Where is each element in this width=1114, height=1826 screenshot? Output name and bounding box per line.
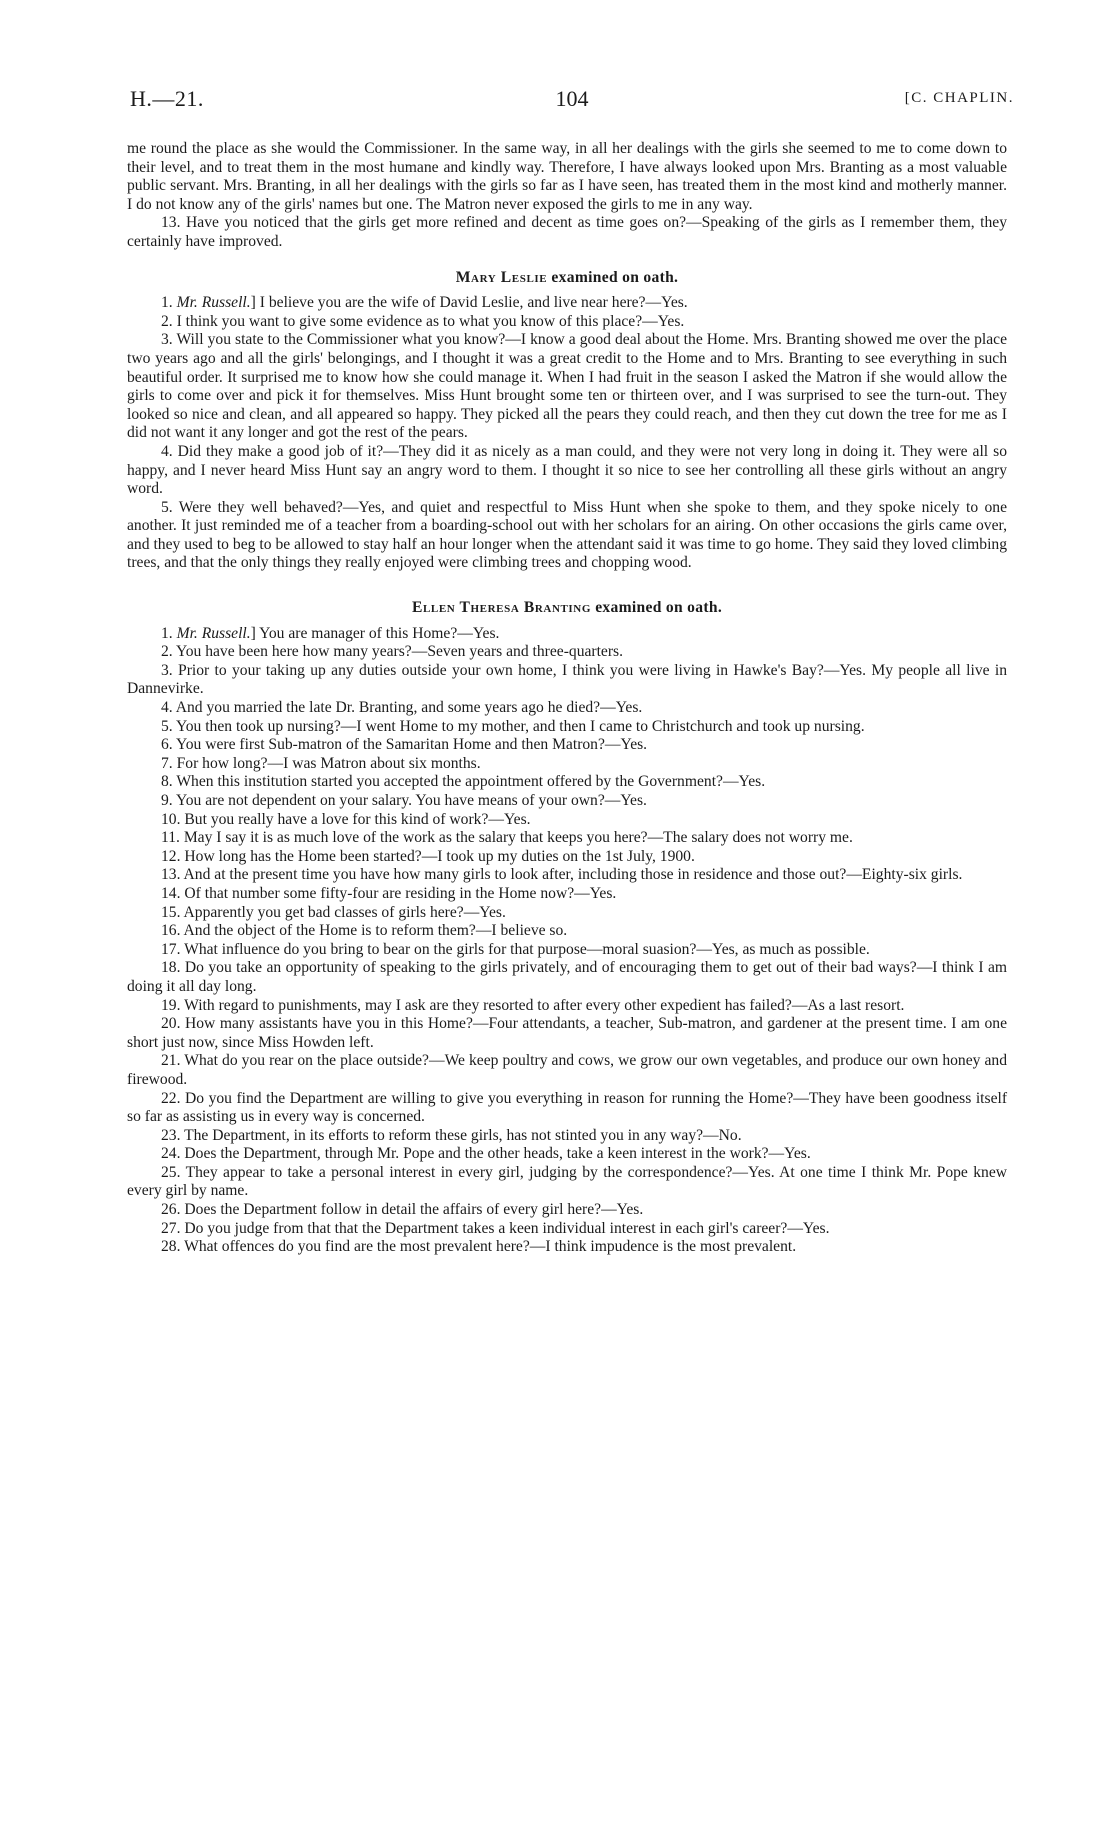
question-number: 19. xyxy=(161,996,185,1014)
question-number: 9. xyxy=(161,792,177,809)
question-number: 20. xyxy=(161,1015,185,1033)
continued-paragraph: me round the place as she would the Commissioner. In the same way, in all her dealings with the girls she seemed to me to come down to their level, and to treat them in the most humane and kindly way. Therefore, I have always looked upon Mrs. Branting as a most valuable public servant. Mrs. Branting, in all her dealings with the girls so far as I have seen, has treated them in the most kind and motherly manner. I do not know any of the girls' names but one. The Matron never exposed the girls to me in any way. xyxy=(127,140,1007,213)
testimony-paragraph xyxy=(127,1164,1007,1201)
question-number: 1. xyxy=(161,624,177,642)
testimony-paragraph xyxy=(127,922,1007,941)
testimony-paragraph xyxy=(127,755,1007,774)
question-answer-text: You have been here how many years?—Seven years and three-quarters. xyxy=(176,643,624,661)
running-header xyxy=(130,86,1014,116)
heading-suffix: examined on oath. xyxy=(547,268,679,286)
question-answer-text: May I say it is as much love of the work as the salary that keeps you here?—The salary does not worry me. xyxy=(183,829,853,847)
question-number: 6. xyxy=(161,736,177,754)
question-answer-text: And at the present time you have how many girls to look after, including those in residence and those out?—Eighty-six girls. xyxy=(183,866,963,884)
testimony-ellen-branting xyxy=(127,625,1007,1257)
testimony-paragraph xyxy=(127,662,1007,699)
question-answer-text: For how long?—I was Matron about six months. xyxy=(176,754,481,772)
testimony-paragraph xyxy=(127,1127,1007,1146)
question-number: 4. xyxy=(161,699,176,717)
section-heading-ellen-branting xyxy=(127,599,1007,618)
testimony-paragraph xyxy=(127,1090,1007,1127)
question-answer-text: Prior to your taking up any duties outside your own home, I think you were living in Hawke's Bay?—Yes. My people all live in Dannevirke. xyxy=(127,661,1007,698)
question-number: 4. xyxy=(161,442,178,460)
question-number: 3. xyxy=(161,661,179,679)
page-body xyxy=(127,140,1007,1257)
question-number: 12. xyxy=(161,847,185,865)
question-number: 5. xyxy=(161,717,177,735)
question-answer-text: Does the Department, through Mr. Pope and the other heads, take a keen interest in the work?—Yes. xyxy=(184,1145,811,1163)
question-number: 8. xyxy=(161,773,177,791)
witness-reference: [C. CHAPLIN. xyxy=(904,90,1014,106)
testimony-paragraph xyxy=(127,885,1007,904)
question-answer-text: The Department, in its efforts to reform these girls, has not stinted you in any way?—No. xyxy=(184,1126,742,1144)
question-answer-text: What offences do you find are the most prevalent here?—I think impudence is the most prevalent. xyxy=(184,1238,797,1256)
testimony-paragraph xyxy=(127,829,1007,848)
testimony-paragraph xyxy=(127,443,1007,499)
question-number: 25. xyxy=(161,1163,186,1181)
question-answer-text: How long has the Home been started?—I took up my duties on the 1st July, 1900. xyxy=(184,847,695,865)
question-answer-text: Were they well behaved?—Yes, and quiet and respectful to Miss Hunt when she spoke to them, and they spoke nicely to one another. It just reminded me of a teacher from a boarding-school out with her scholars for an airing. On other occasions the girls came over, and they used to beg to be allowed to stay half an hour longer when the attendant said it was time to go home. They said they loved climbing trees, and that the only things they really enjoyed were climbing trees and chopping wood. xyxy=(127,498,1007,572)
testimony-paragraph xyxy=(127,1220,1007,1239)
question-number: 13. xyxy=(161,866,184,884)
question-answer-text: Of that number some fifty-four are residing in the Home now?—Yes. xyxy=(184,884,617,902)
question-answer-text: Did they make a good job of it?—They did it as nicely as a man could, and they were not very long in doing it. They were all so happy, and I never heard Miss Hunt say an angry word to them. I thought it so nice to see her controlling all these girls without an angry word. xyxy=(127,442,1007,498)
testimony-paragraph xyxy=(127,848,1007,867)
witness-name: Ellen Theresa Branting xyxy=(411,599,592,617)
question-number: 16. xyxy=(161,922,184,940)
testimony-paragraph xyxy=(127,643,1007,662)
question-answer-text: You were first Sub-matron of the Samaritan Home and then Matron?—Yes. xyxy=(176,736,648,754)
question-answer-text: Do you find the Department are willing to give you everything in reason for running the Home?—They have been goodness itself so far as assisting us in every way is concerned. xyxy=(127,1089,1008,1126)
question-answer-text: But you really have a love for this kind of work?—Yes. xyxy=(184,810,531,828)
question-answer-text: Do you take an opportunity of speaking to the girls privately, and of encouraging them to get out of their bad ways?—I think I am doing it all day long. xyxy=(127,959,1007,995)
question-answer-text: ] You are manager of this Home?—Yes. xyxy=(250,624,500,642)
question-number: 14. xyxy=(161,884,185,902)
section-heading-mary-leslie xyxy=(127,269,1007,288)
testimony-paragraph xyxy=(127,1201,1007,1220)
testimony-paragraph xyxy=(127,811,1007,830)
paper-reference: H.—21. xyxy=(130,86,204,111)
question-answer-text: You are not dependent on your salary. You have means of your own?—Yes. xyxy=(176,792,647,809)
question-number: 2. xyxy=(161,643,177,661)
testimony-paragraph xyxy=(127,1052,1007,1089)
question-answer-text: What do you rear on the place outside?—We keep poultry and cows, we grow our own vegetables, and produce our own honey and firewood. xyxy=(127,1052,1007,1088)
testimony-paragraph xyxy=(127,904,1007,923)
question-number: 7. xyxy=(161,754,177,772)
testimony-paragraph xyxy=(127,866,1007,885)
question-answer-text: ] I believe you are the wife of David Leslie, and live near here?—Yes. xyxy=(250,294,688,312)
question-answer-text: They appear to take a personal interest in every girl, judging by the correspondence?—Yes. At one time I think Mr. Pope knew every girl by name. xyxy=(127,1163,1008,1200)
question-number: 2. xyxy=(161,312,177,330)
testimony-paragraph xyxy=(127,792,1007,811)
question-number: 26. xyxy=(161,1201,185,1219)
question-answer-text: With regard to punishments, may I ask are they resorted to after every other expedient has failed?—As a last resort. xyxy=(184,996,905,1014)
question-answer-text: Will you state to the Commissioner what you know?—I know a good deal about the Home. Mrs. Branting showed me over the place two years ago and all the girls' belongings, and I thought it was a great credit to the Home and to Mrs. Branting to see everything in such beautiful order. It surprised me to know how she could manage it. When I had fruit in the season I asked the Matron if she would allow the girls to come over and pick it for themselves. Miss Hunt brought some ten or thirteen over, and I was surprised to see the turn-out. They looked so nice and clean, and all appeared so happy. They picked all the pears they could reach, and then they cut down the tree for me as I did not want it any longer and got the rest of the pears. xyxy=(127,331,1008,442)
testimony-paragraph xyxy=(127,1015,1007,1052)
question-answer-text: I think you want to give some evidence as to what you know of this place?—Yes. xyxy=(176,312,685,330)
testimony-paragraph xyxy=(127,773,1007,792)
testimony-paragraph xyxy=(127,625,1007,644)
testimony-paragraph xyxy=(127,997,1007,1016)
testimony-paragraph xyxy=(127,959,1007,996)
question-number: 18. xyxy=(161,959,185,977)
question-number: 24. xyxy=(161,1145,185,1163)
question-answer-text: When this institution started you accepted the appointment offered by the Government?—Yes. xyxy=(176,773,766,791)
question-answer-text: Do you judge from that that the Department takes a keen individual interest in each girl's career?—Yes. xyxy=(184,1219,830,1237)
question-number: 21. xyxy=(161,1052,185,1070)
question-13: 13. Have you noticed that the girls get more refined and decent as time goes on?—Speaking of the girls as I remember them, they certainly have improved. xyxy=(127,214,1007,250)
testimony-paragraph xyxy=(127,294,1007,313)
question-answer-text: What influence do you bring to bear on the girls for that purpose—moral suasion?—Yes, as much as possible. xyxy=(184,940,870,958)
question-number: 5. xyxy=(161,498,179,516)
question-answer-text: And the object of the Home is to reform them?—I believe so. xyxy=(183,922,568,940)
testimony-paragraph xyxy=(127,718,1007,737)
testimony-paragraph xyxy=(127,736,1007,755)
question-number: 10. xyxy=(161,810,185,828)
speaker-name: Mr. Russell. xyxy=(176,294,251,312)
question-number: 22. xyxy=(161,1089,186,1107)
question-number: 23. xyxy=(161,1126,185,1144)
question-answer-text: And you married the late Dr. Branting, and some years ago he died?—Yes. xyxy=(175,699,643,717)
heading-suffix: examined on oath. xyxy=(591,599,723,617)
testimony-paragraph xyxy=(127,499,1007,573)
testimony-paragraph xyxy=(127,699,1007,718)
testimony-paragraph xyxy=(127,1145,1007,1164)
question-answer-text: You then took up nursing?—I went Home to my mother, and then I came to Christchurch and took up nursing. xyxy=(176,717,865,735)
question-number: 1. xyxy=(161,294,177,312)
question-answer-text: Does the Department follow in detail the affairs of every girl here?—Yes. xyxy=(184,1201,644,1219)
speaker-name: Mr. Russell. xyxy=(176,624,251,642)
question-answer-text: How many assistants have you in this Home?—Four attendants, a teacher, Sub-matron, and gardener at the present time. I am one short just now, since Miss Howden left. xyxy=(127,1015,1008,1051)
testimony-paragraph xyxy=(127,313,1007,332)
testimony-paragraph xyxy=(127,331,1007,443)
testimony-paragraph xyxy=(127,941,1007,960)
question-number: 15. xyxy=(161,903,184,921)
question-number: 11. xyxy=(161,829,184,847)
witness-name: Mary Leslie xyxy=(455,268,548,286)
page-number: 104 xyxy=(555,86,589,111)
question-number: 28. xyxy=(161,1238,185,1256)
question-answer-text: Apparently you get bad classes of girls here?—Yes. xyxy=(183,903,506,921)
testimony-mary-leslie xyxy=(127,294,1007,573)
question-number: 27. xyxy=(161,1219,185,1237)
question-number: 3. xyxy=(161,331,177,349)
testimony-paragraph xyxy=(127,1238,1007,1257)
question-number: 17. xyxy=(161,940,185,958)
